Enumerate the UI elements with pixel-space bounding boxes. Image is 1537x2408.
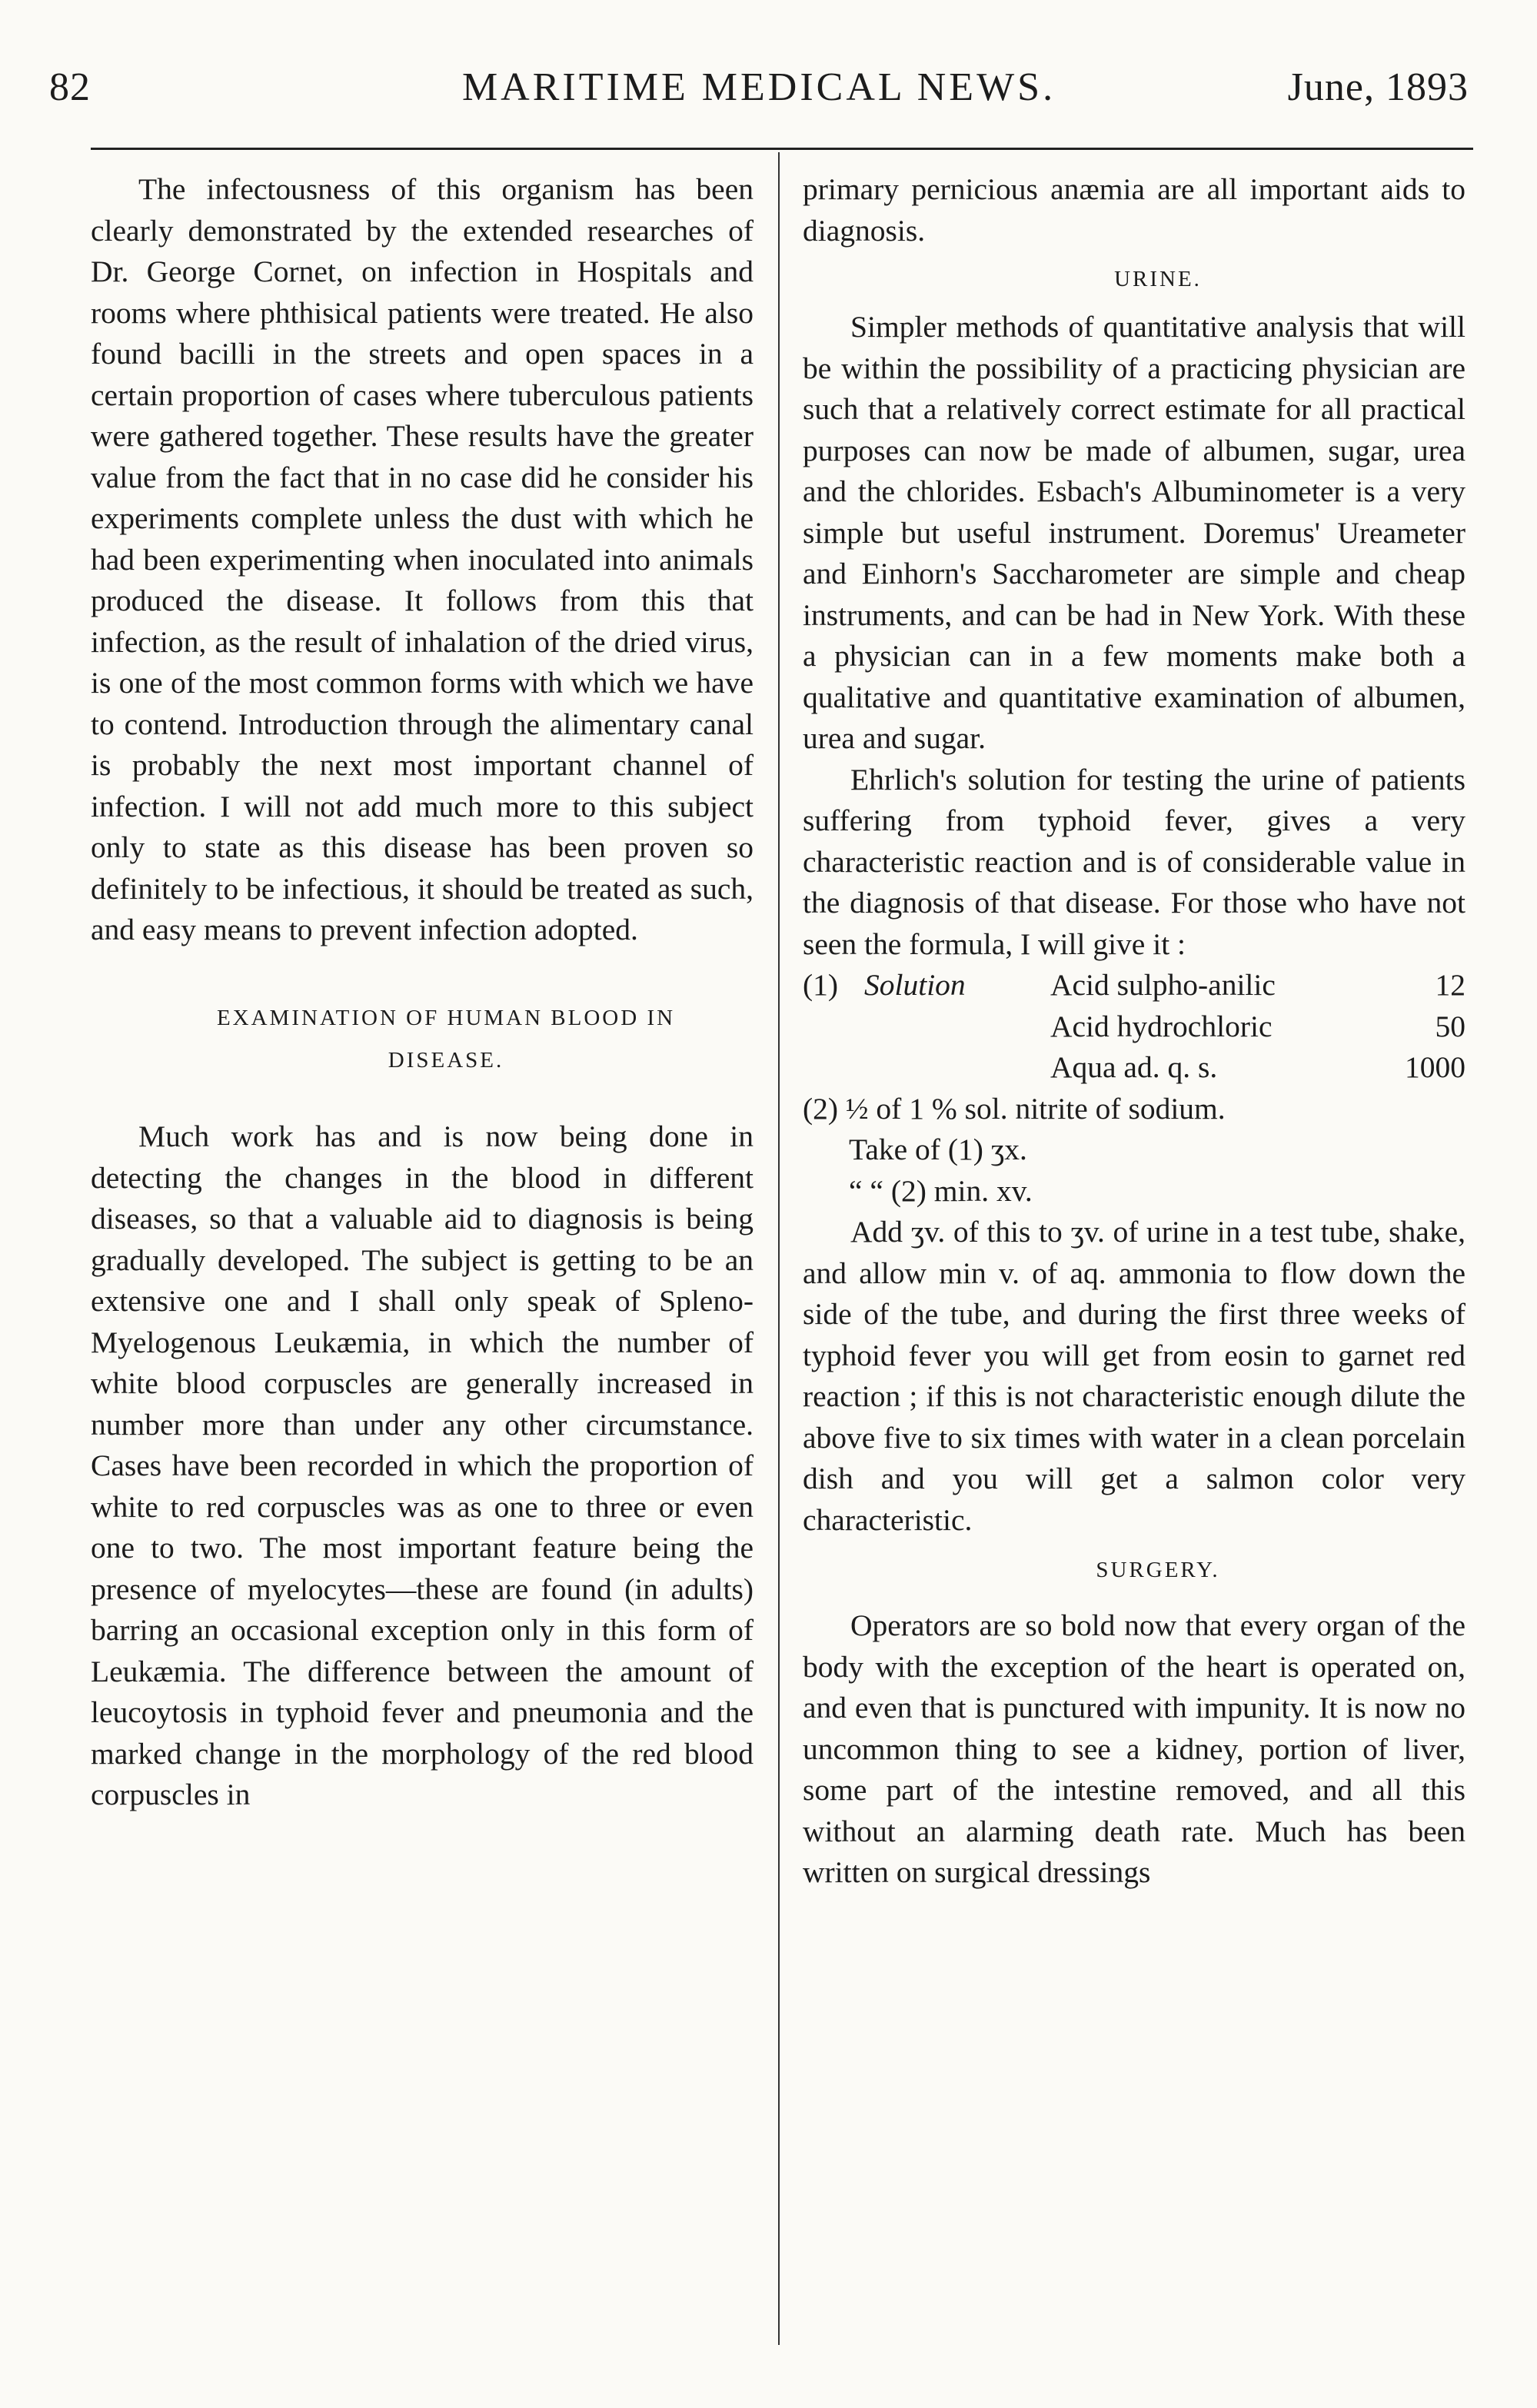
formula-row — [803, 1171, 1465, 1212]
section-heading-blood-line2: DISEASE. — [388, 1047, 504, 1073]
paragraph-ehrlich: Ehrlich's solution for testing the urine of patients suffering from typhoid fever, gives a very characteristic reaction and is of considerable value in the diagnosis of that disease. For those who have not seen the formula, I will give it : — [803, 762, 1465, 961]
paragraph-continuation: primary pernicious anæmia are all important aids to diagnosis. — [803, 172, 1465, 248]
issue-date: June, 1893 — [1287, 65, 1469, 109]
formula-ingredient: Aqua ad. q. s. — [1050, 1050, 1218, 1084]
column-divider — [778, 152, 780, 2345]
journal-title: MARITIME MEDICAL NEWS. — [461, 65, 1056, 109]
running-header — [49, 55, 1469, 117]
formula-label: Solution — [864, 968, 966, 1002]
formula-row — [803, 965, 1465, 1006]
page-number: 82 — [49, 65, 91, 109]
formula-amount: 1000 — [1405, 1050, 1465, 1084]
formula-line: “ “ (2) min. xv. — [849, 1173, 1033, 1208]
section-heading-blood: EXAMINATION OF HUMAN BLOOD IN — [216, 1005, 676, 1030]
section-heading-urine: URINE. — [1114, 267, 1202, 291]
formula-ingredient: Acid sulpho-anilic — [1050, 968, 1276, 1002]
paragraph-infection: The infectousness of this organism has been clearly demonstrated by the extended researches of Dr. George Cornet, on infection in Hospitals and rooms where phthisical patients were treated. He also found bacilli in the streets and open spaces in a certain proportion of cases where tuberculous patients were gathered together. These results have the greater value from the fact that in no case did he consider his experiments complete unless the dust with which he had been experimenting when inoculated into animals produced the disease. It follows from this that infection, as the result of inhalation of the dried virus, is one of the most common forms with which we have to contend. Introduction through the alimentary canal is probably the next most important channel of infection. I will not add much more to this subject only to state as this disease has been proven so definitely to be infectious, it should be treated as such, and easy means to prevent infection adopted. — [91, 172, 754, 946]
formula-ingredient: Acid hydrochloric — [1050, 1009, 1273, 1043]
left-column — [91, 169, 754, 1816]
formula-number: (1) — [803, 968, 839, 1002]
paragraph-test-procedure: Add ʒv. of this to ʒv. of urine in a test tube, shake, and allow min v. of aq. ammonia to flow down the side of the tube, and during the first three weeks of typhoid fever you will get from eosin to garnet red reaction ; if this is not characteristic enough dilute the above five to six times with water in a clean porcelain dish and you will get a salmon color very characteristic. — [803, 1215, 1465, 1537]
paragraph-urine-analysis: Simpler methods of quantitative analysis that will be within the possibility of a practicing physician are such that a relatively correct estimate for all practical purposes can now be made of albumen, sugar, urea and the chlorides. Esbach's Albuminometer is a very simple but useful instrument. Doremus' Ureameter and Einhorn's Saccharometer are simple and cheap instruments, and can be had in New York. With these a physician can in a few moments make both a qualitative and quantitative examination of albumen, urea and sugar. — [803, 310, 1465, 755]
paragraph-blood: Much work has and is now being done in detecting the changes in the blood in different diseases, so that a valuable aid to diagnosis is being gradually developed. The subject is getting to be an extensive one and I shall only speak of Spleno-Myelogenous Leukæmia, in which the number of white blood corpuscles are generally increased in number more than under any other circumstance. Cases have been recorded in which the proportion of white to red corpuscles was as one to three or even one to two. The most important feature being the presence of myelocytes—these are found (in adults) barring an occasional exception only in this form of Leukæmia. The difference between the amount of leucoytosis in typhoid fever and pneumonia and the marked change in the morphology of the red blood corpuscles in — [91, 1119, 754, 1811]
formula-row — [803, 1047, 1465, 1089]
formula-line: (2) ½ of 1 % sol. nitrite of sodium. — [803, 1091, 1226, 1126]
formula-row — [803, 1129, 1465, 1171]
paragraph-surgery: Operators are so bold now that every organ of the body with the exception of the heart is operated on, and even that is punctured with impunity. It is now no uncommon thing to see a kidney, portion of liver, some part of the intestine removed, and all this without an alarming death rate. Much has been written on surgical dressings — [803, 1608, 1465, 1889]
formula-line: Take of (1) ʒx. — [849, 1132, 1027, 1166]
right-column — [803, 169, 1465, 1894]
formula-block — [803, 965, 1465, 1212]
section-heading-surgery: SURGERY. — [1096, 1558, 1220, 1582]
formula-row — [803, 1006, 1465, 1048]
formula-amount: 50 — [1435, 1009, 1465, 1043]
header-rule — [91, 148, 1473, 150]
formula-row — [803, 1089, 1465, 1130]
formula-amount: 12 — [1435, 968, 1465, 1002]
